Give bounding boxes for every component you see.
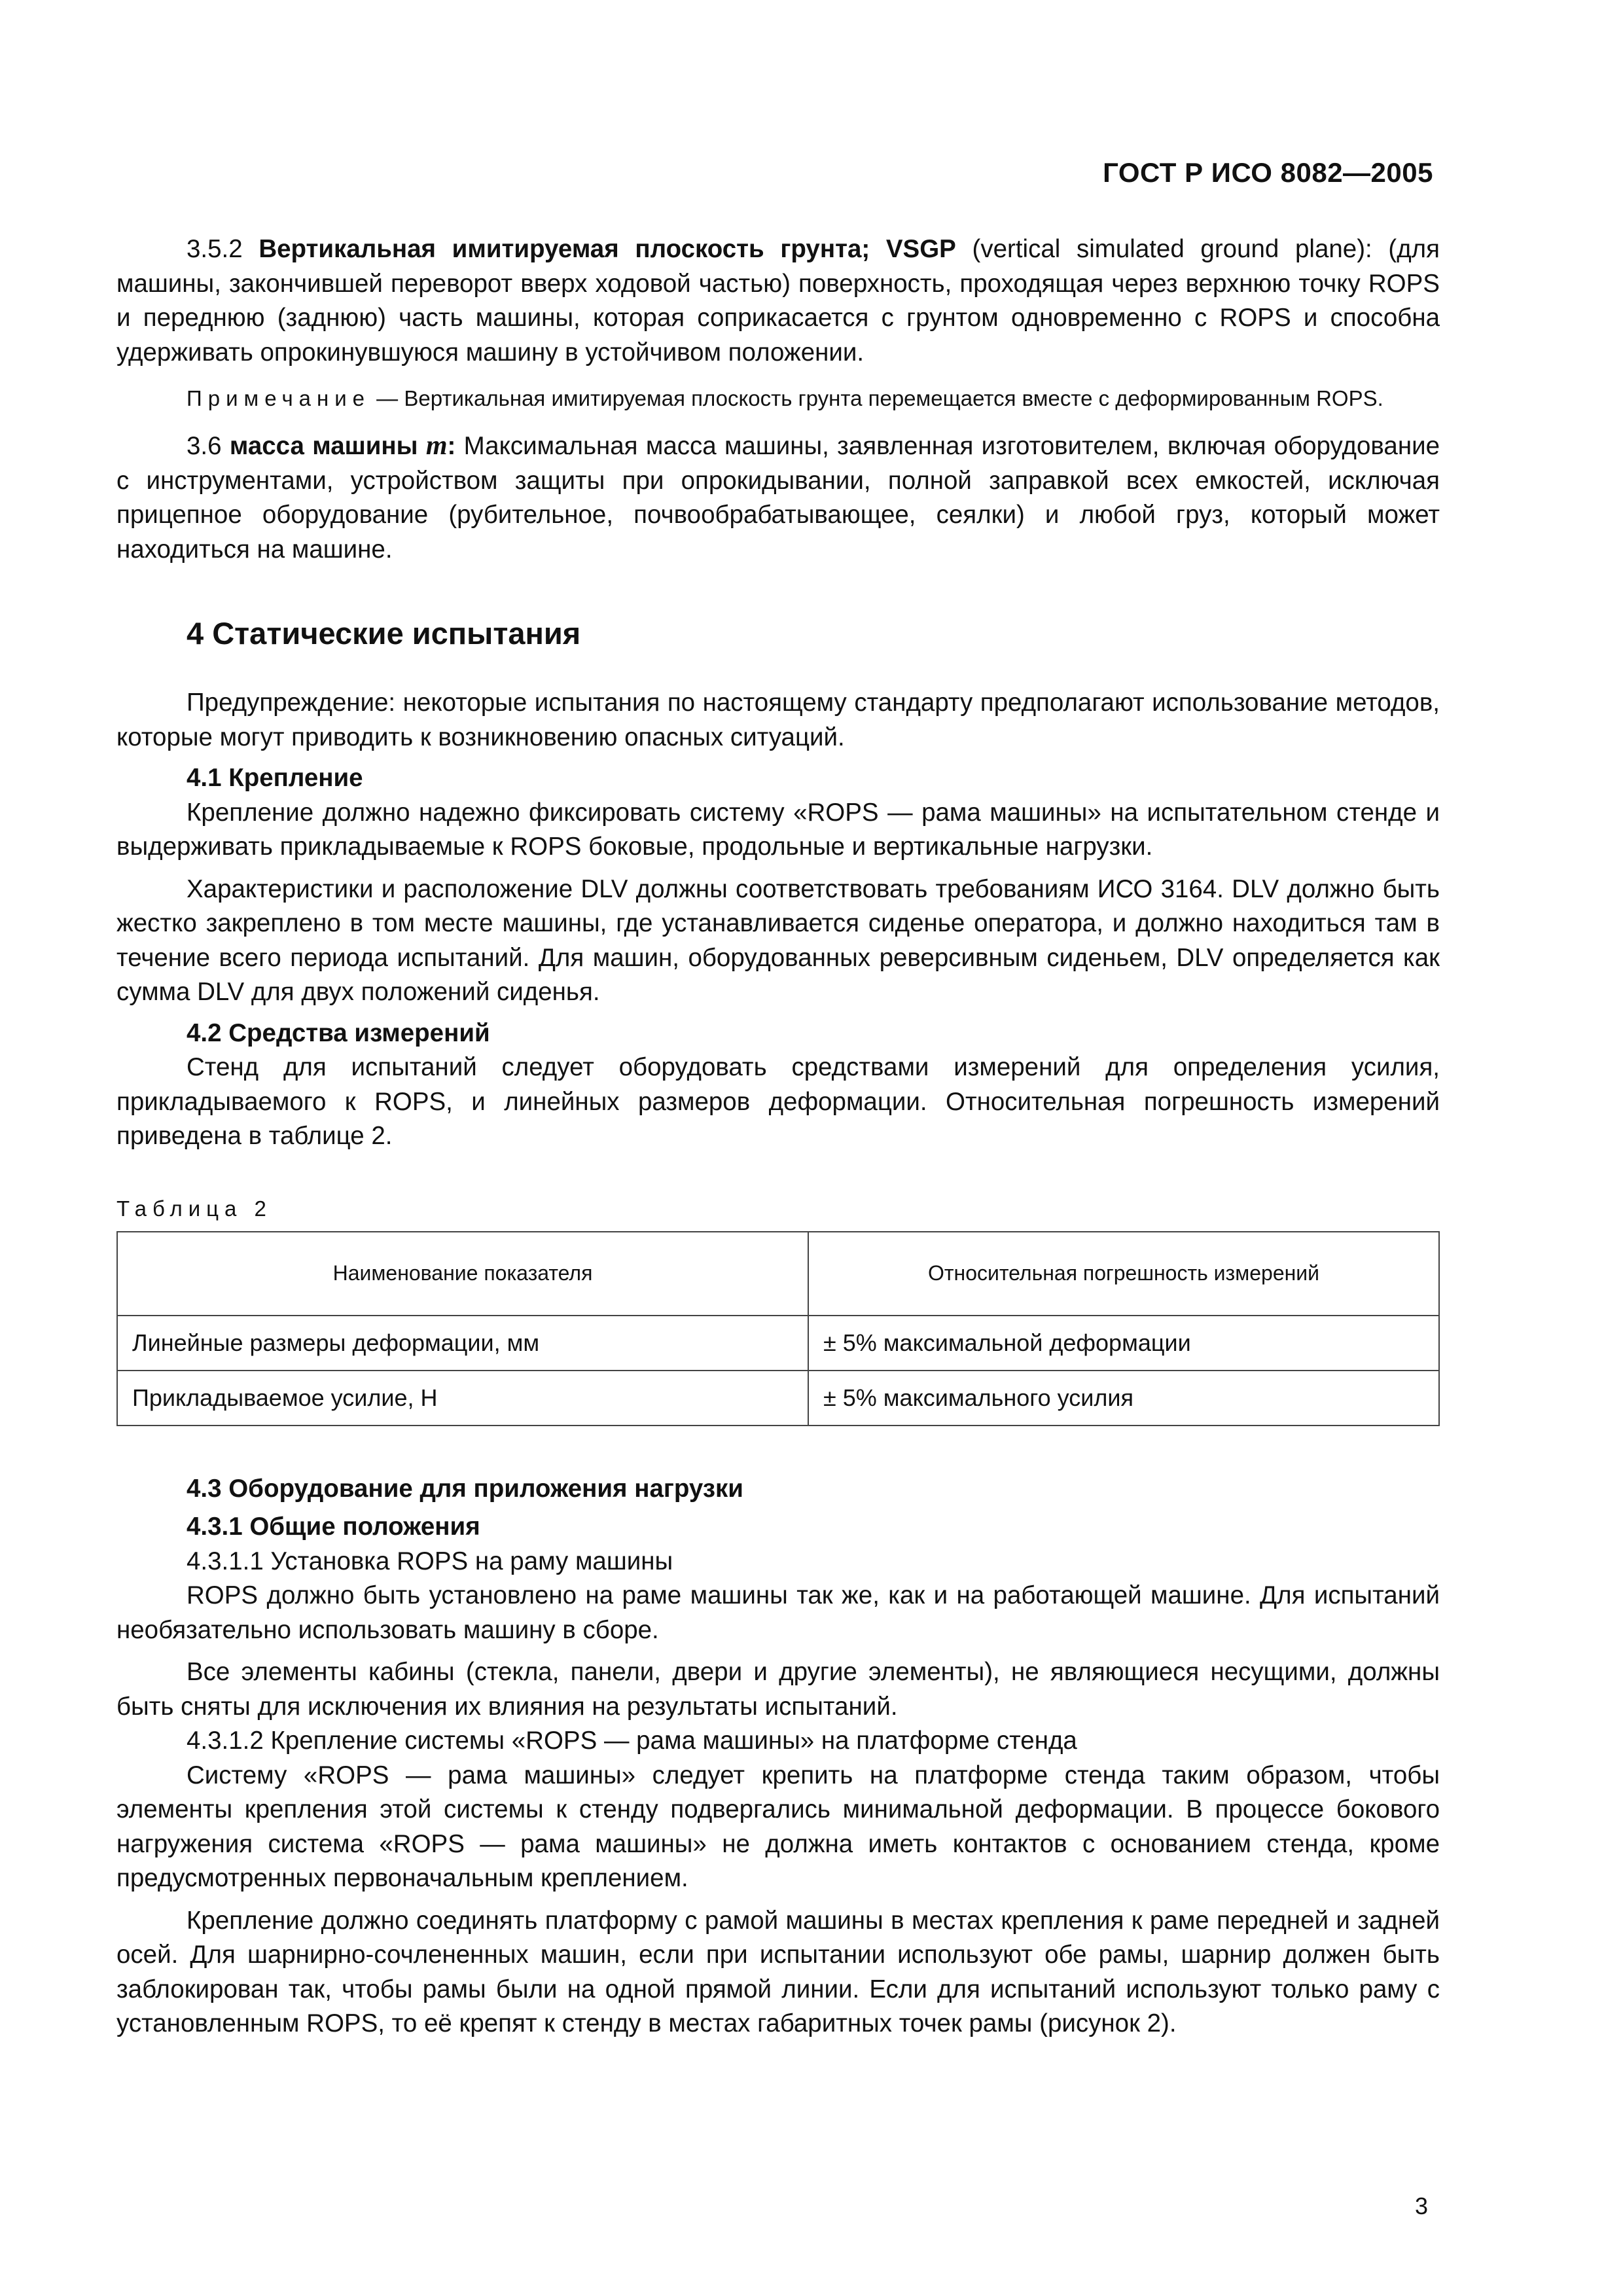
warning-paragraph: Предупреждение: некоторые испытания по настоящему стандарту предполагают использование методов, которые могут приводить к возникновению опасных ситуаций. [116, 689, 1440, 751]
paragraph: Стенд для испытаний следует оборудовать средствами измерений для определения усилия, прикладываемого к ROPS, и линейных размеров деформации. Относительная погрешность измерений приведена в таблице 2. [116, 1053, 1440, 1150]
table-cell: Линейные размеры деформации, мм [117, 1316, 808, 1371]
table-row [117, 1316, 1439, 1371]
subclause-4-3-1-2-title: 4.3.1.2 Крепление системы «ROPS — рама машины» на платформе стенда [187, 1727, 1077, 1755]
table-2 [116, 1231, 1440, 1426]
table-caption: Таблица 2 [116, 1196, 272, 1221]
clause-number: 3.6 [187, 432, 230, 460]
table-cell: ± 5% максимального усилия [808, 1371, 1439, 1426]
subclause-4-3-1-1-title: 4.3.1.1 Установка ROPS на раму машины [187, 1547, 673, 1575]
paragraph: Систему «ROPS — рама машины» следует крепить на платформе стенда таким образом, чтобы элементы крепления этой системы к стенду подвергались минимальной деформации. В процессе бокового нагружения система «ROPS — рама машины» не должна иметь контактов с основанием стенда, кроме предусмотренных первоначальным креплением. [116, 1761, 1440, 1892]
definition-text: (vertical simulated ground plane): (для машины, закончившей переворот вверх ходовой частью) поверхность, проходящая через верхнюю точку ROPS и переднюю (заднюю) часть машины, которая соприкасается с грунтом одновременно с ROPS и способна удерживать опрокинувшуюся машину в устойчивом положении. [116, 235, 1440, 367]
section-4-1-heading: 4.1 Крепление [187, 764, 363, 792]
section-4-2-heading: 4.2 Средства измерений [187, 1018, 490, 1047]
page-content [116, 232, 1440, 2041]
section-4-3-heading: 4.3 Оборудование для приложения нагрузки [187, 1474, 743, 1503]
section-4-heading: 4 Статические испытания [187, 616, 581, 651]
page-number: 3 [1414, 2193, 1428, 2219]
table-cell: Прикладываемое усилие, Н [117, 1371, 808, 1426]
table-row [117, 1371, 1439, 1426]
document-header: ГОСТ Р ИСО 8082—2005 [1103, 157, 1433, 188]
symbol-m: m [425, 431, 448, 461]
paragraph: ROPS должно быть установлено на раме машины так же, как и на работающей машине. Для испытаний необязательно использовать машину в сборе. [116, 1581, 1440, 1644]
paragraph-3-6 [116, 429, 1440, 567]
note-label: Примечание [187, 386, 371, 410]
definition-text: Максимальная масса машины, заявленная изготовителем, включая оборудование с инструментами, устройством защиты при опрокидывании, полной заправкой всех емкостей, исключая прицепное оборудование (рубительное, почвообрабатывающее, сеялки) и любой груз, который может находиться на машине. [116, 432, 1440, 564]
paragraph: Крепление должно надежно фиксировать систему «ROPS — рама машины» на испытательном стенде и выдерживать прикладываемые к ROPS боковые, продольные и вертикальные нагрузки. [116, 798, 1440, 861]
section-4-3-1-heading: 4.3.1 Общие положения [187, 1513, 480, 1541]
table-cell: ± 5% максимальной деформации [808, 1316, 1439, 1371]
clause-number: 3.5.2 [187, 235, 259, 263]
paragraph: Крепление должно соединять платформу с рамой машины в местах крепления к раме передней и задней осей. Для шарнирно-сочлененных машин, если при испытании используют обе рамы, шарнир должен быть заблокирован так, чтобы рамы были на одной прямой линии. Если для испытаний используют только раму с установленным ROPS, то её крепят к стенду в местах габаритных точек рамы (рисунок 2). [116, 1906, 1440, 2037]
paragraph: Все элементы кабины (стекла, панели, двери и другие элементы), не являющиеся несущими, должны быть сняты для исключения их влияния на результаты испытаний. [116, 1658, 1440, 1721]
term-colon: : [447, 432, 456, 460]
term-machine-mass: масса машины [229, 432, 426, 460]
paragraph: Характеристики и расположение DLV должны соответствовать требованиям ИСО 3164. DLV должно быть жестко закреплено в том месте машины, где устанавливается сиденье оператора, и должно находиться там в течение всего периода испытаний. Для машин, оборудованных реверсивным сиденьем, DLV определяется как сумма DLV для двух положений сиденья. [116, 874, 1440, 1006]
paragraph-3-5-2 [116, 232, 1440, 370]
table-header-row [117, 1232, 1439, 1316]
note-text: — Вертикальная имитируемая плоскость грунта перемещается вместе с деформированным ROPS. [370, 386, 1383, 410]
note [116, 383, 1440, 414]
table-header-cell: Относительная погрешность измерений [808, 1232, 1439, 1316]
table-header-cell: Наименование показателя [117, 1232, 808, 1316]
term-vsgp: Вертикальная имитируемая плоскость грунта; VSGP [259, 235, 956, 263]
